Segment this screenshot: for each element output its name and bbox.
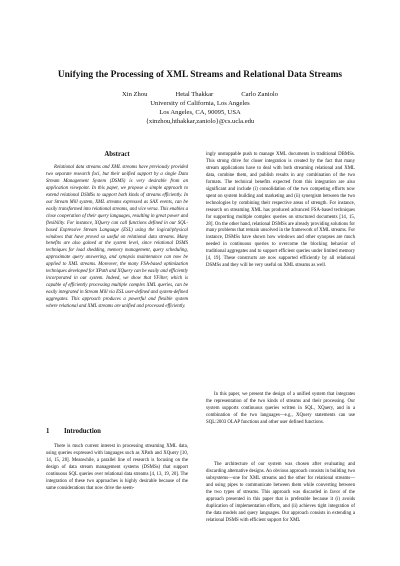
intro-text bbox=[46, 444, 188, 493]
section-title: Introduction bbox=[64, 428, 101, 435]
right-column-paragraph bbox=[206, 152, 355, 270]
affiliation-address: Los Angeles, CA, 90095, USA bbox=[159, 109, 241, 116]
abstract-paragraph: Relational data streams and XML streams have previously provided two separate research foci, but their unified support by a single Data Stream Management System (DSMS) is very desirable from an application viewpoint. In this paper, we propose a simple approach to extend relational DSMSs to support both kinds of streams efficiently. In our Stream Mill system, XML streams expressed as SAX events, can be easily transformed into relational streams, and vice versa. This enables a close cooperation of their query languages, resulting in great power and flexibility. For instance, XQuery can call functions defined in our SQL-based Expressive Stream Language (ESL) using the logical/physical windows that have proved so useful on relational data streams. Many benefits are also gained at the system level, since relational DSMS techniques for load shedding, memory management, query scheduling, approximate query answering, and synopsis maintenance can now be applied to XML streams. Moreover, the many FSA-based optimization techniques developed for XPath and XQuery can be easily and efficiently incorporated in our system. Indeed, we show that YFilter, which is capable of efficiently processing multiple complex XML queries, can be easily integrated in Stream Mill via ESL user-defined and system-defined aggregates. This approach produces a powerful and flexible system where relational and XML streams are unified and processed efficiently. bbox=[46, 165, 188, 310]
affiliation-university: University of California, Los Angeles bbox=[150, 100, 250, 107]
right-column-paragraph bbox=[206, 392, 355, 427]
author-list bbox=[0, 91, 400, 98]
intro-paragraph: There is much current interest in processing streaming XML data, using queries expressed with languages such as XPath and XQuery [10, 14, 15, 28]. Meanwhile, a parallel line of research is focusing on the design of data stream management systems (DSMSs) that support continuous SQL queries over relational data streams [4, 13, 19, 20]. The integration of these two approaches is highly desirable because of the same considerations that now drive the seem- bbox=[46, 444, 188, 491]
author-name: Carlo Zaniolo bbox=[241, 91, 279, 98]
section-heading bbox=[46, 428, 188, 435]
body-paragraph: The architecture of our system was chosen after evaluating and discarding alternative designs. An obvious approach consists in building two subsystems—one for XML streams and the other for relational streams—and using pipes to communicate between them while converting between the two types of streams. This approach was discarded in favor of the approach presented in this paper that is preferable because it (i) avoids duplication of implementation efforts, and (ii) achieves tight integration of the data models and query languages. Our approach consists in extending a relational DSMS with efficient support for XML bbox=[206, 462, 355, 523]
author-name: Xin Zhou bbox=[121, 91, 148, 98]
section-number: 1 bbox=[46, 428, 50, 435]
abstract-text bbox=[46, 165, 188, 311]
affiliation-email: {xinzhou,hthakkar,zaniolo}@cs.ucla.edu bbox=[145, 118, 255, 125]
body-paragraph: ingly unstoppable push to manage XML documents in traditional DBMSs. This strong drive for closer integration is created by the fact that many stream applications have to deal with both streaming relational and XML data, combine them, and publish results in any combination of the two formats. The technical benefits expected from this integration are also significant and include (i) consolidation of the two competing efforts now spent on system building and marketing and (ii) synergism between the two technologies by combining their respective areas of strength. For instance, research on streaming XML has produced advanced FSA-based techniques for supporting multiple complex queries on structured documents [14, 15, 28]. On the other hand, relational DSMSs are already providing solutions for many problems that remain unsolved in the framework of XML streams. For instance, DSMSs have shown how windows and other synopses are much needed in continuous queries to overcome the blocking behavior of traditional aggregates and to support efficient queries under limited memory [4, 19]. These constructs are now supported efficiently by all relational DSMSs and they will be very useful on XML streams as well. bbox=[206, 152, 355, 269]
right-column-paragraph bbox=[206, 462, 355, 525]
body-paragraph: In this paper, we present the design of a unified system that integrates the representation of the two kinds of streams and their processing. Our system supports continuous queries written in SQL, XQuery, and in a combination of the two languages—e.g., XQuery statements can use SQL:2003 OLAP functions and other user defined functions. bbox=[206, 392, 355, 425]
paper-title: Unifying the Processing of XML Streams and Relational Data Streams bbox=[57, 70, 343, 80]
author-name: Hetal Thakkar bbox=[175, 91, 214, 98]
abstract-heading: Abstract bbox=[104, 151, 130, 158]
